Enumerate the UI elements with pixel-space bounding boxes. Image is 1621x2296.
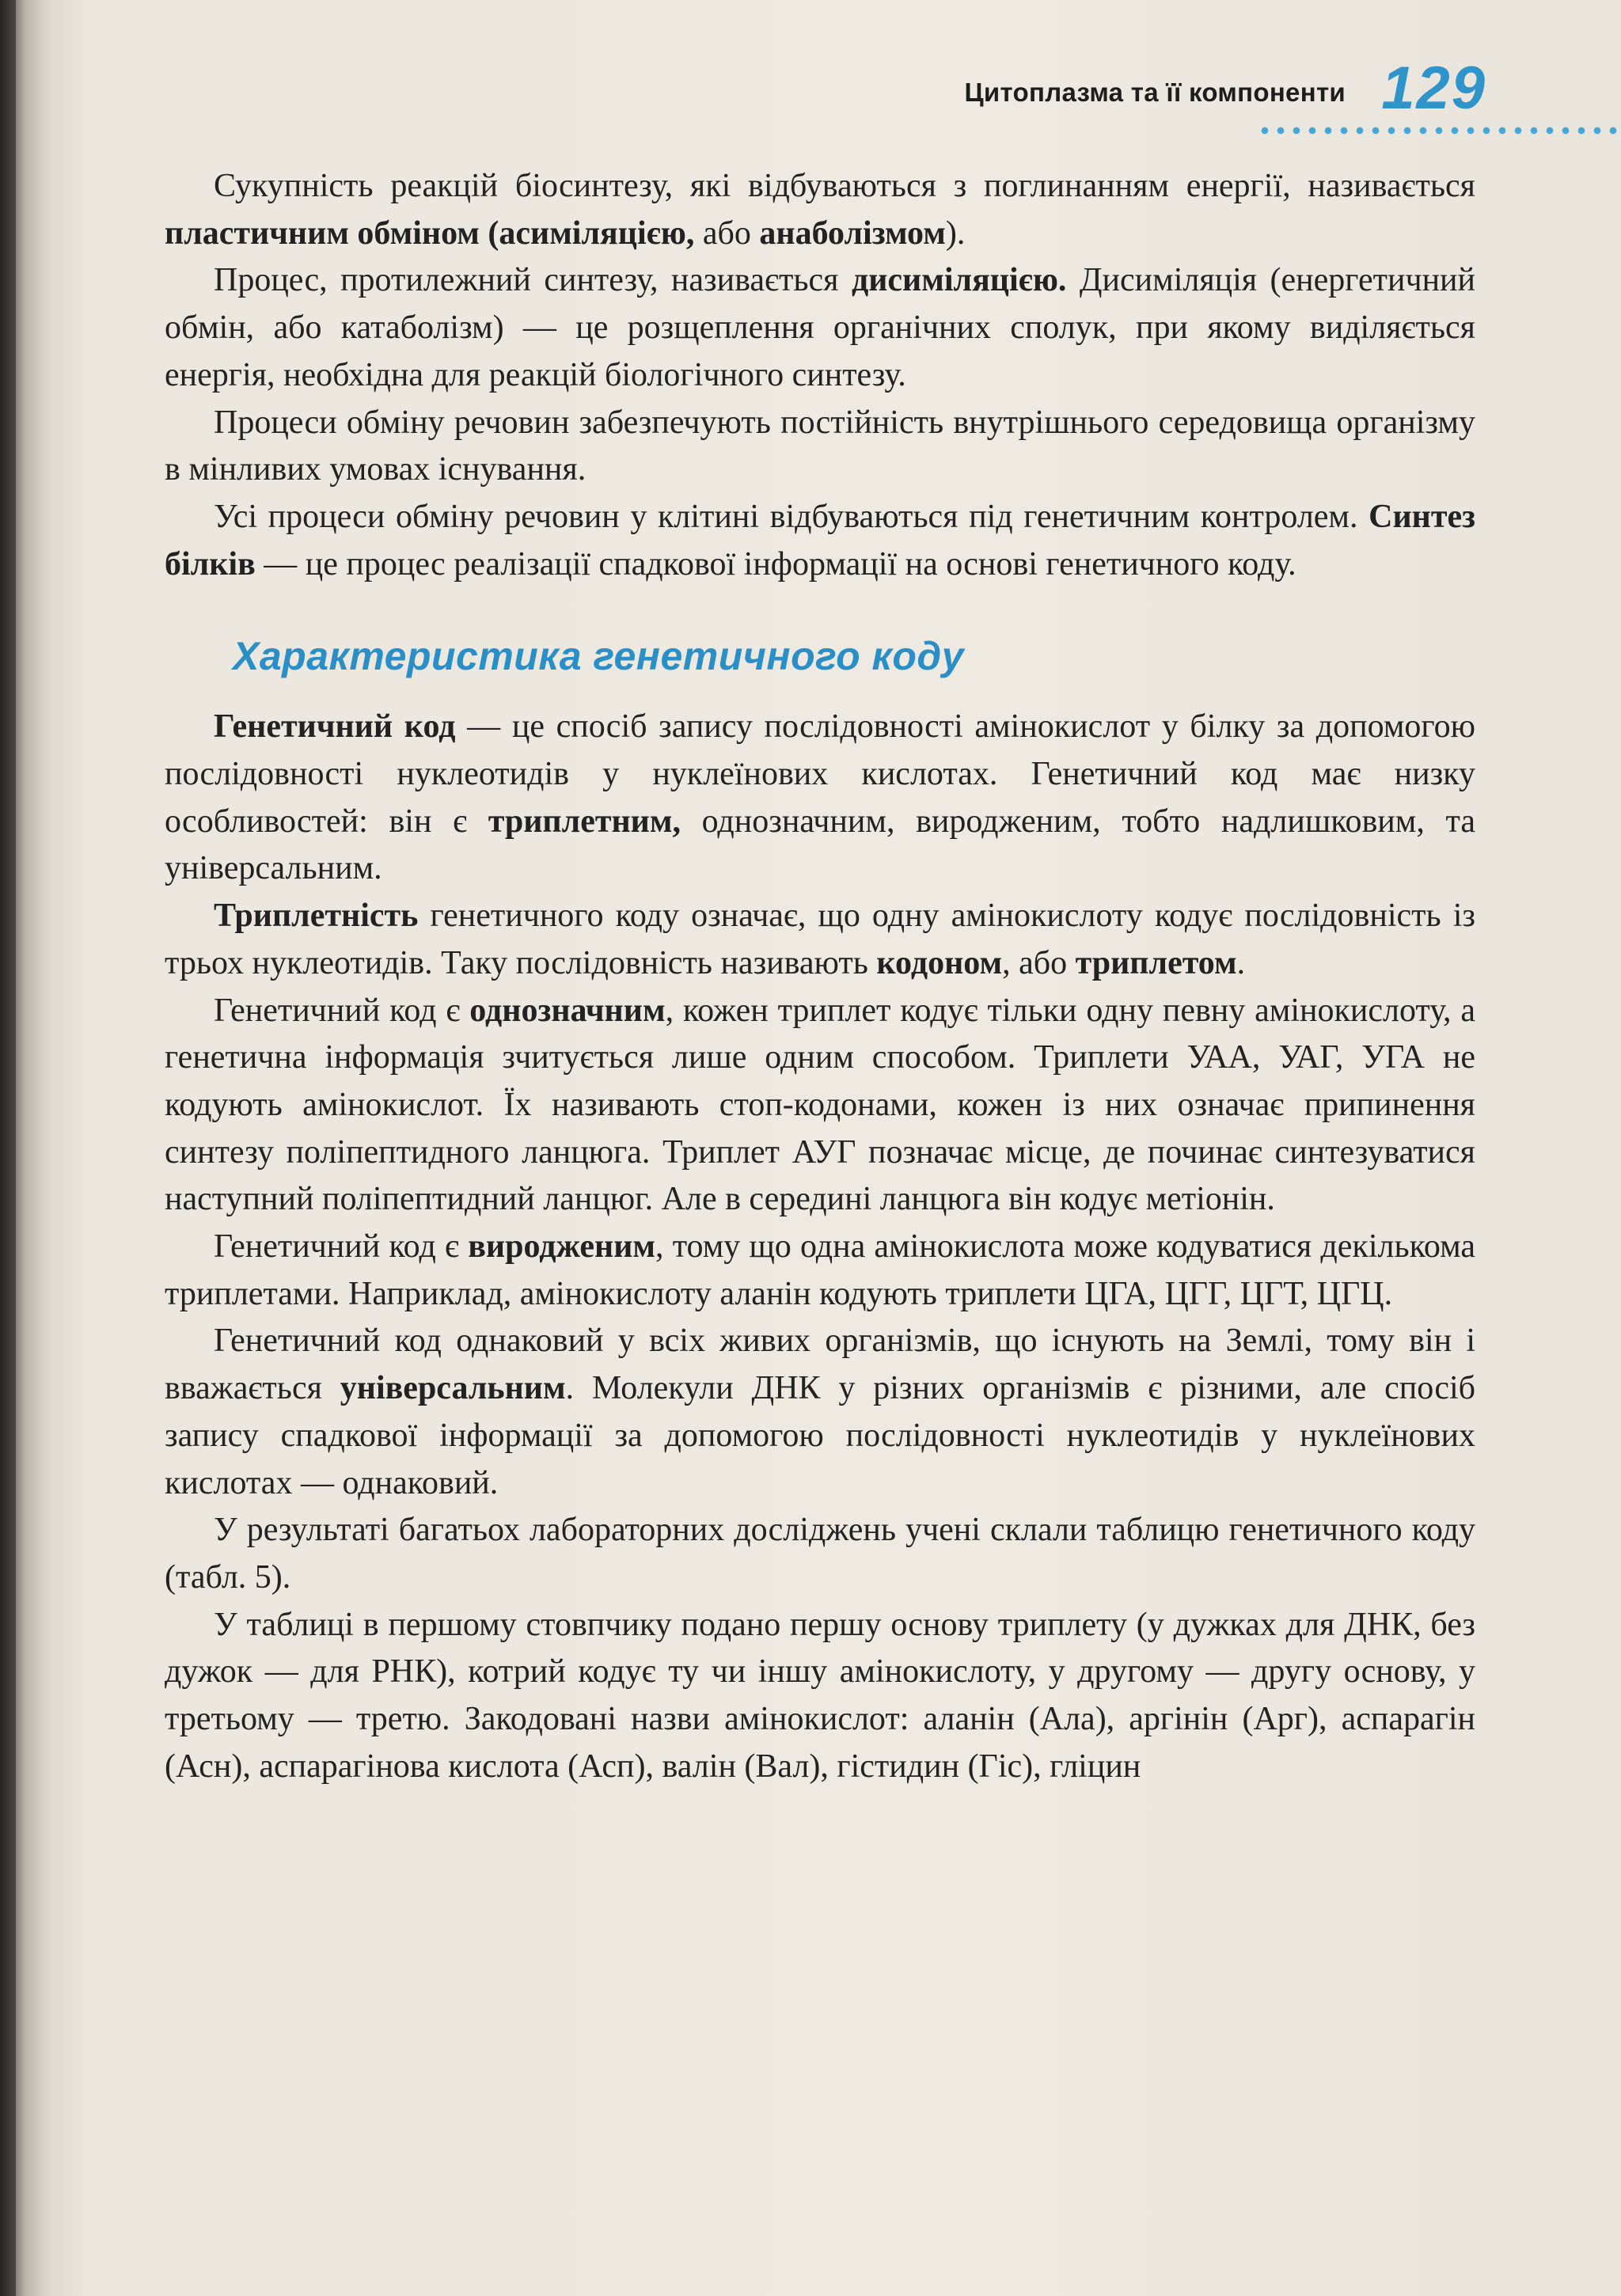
paragraph: Генетичний код однаковий у всіх живих організмів, що існують на Землі, тому він і вважається універсальним. Молекули ДНК у різних організмів є різними, але спосіб запису спадкової інформації за допомогою послідовності нуклеотидів у нуклеїнових кислотах — однаковий.	[165, 1323, 1475, 1501]
page-number: 129	[1381, 55, 1486, 122]
paragraph: Усі процеси обміну речовин у клітині відбуваються під генетичним контролем. Синтез білків — це процес реалізації спадкової інформації на основі генетичного коду.	[165, 498, 1475, 583]
bold-term: пластичним обміном (асиміляцією,	[165, 214, 695, 252]
book-spine-shadow	[0, 0, 16, 2296]
paragraph: Генетичний код є виродженим, тому що одна амінокислота може кодуватися декількома триплетами. Наприклад, амінокислоту аланін кодують триплети ЦГА, ЦГГ, ЦГТ, ЦГЦ.	[165, 1228, 1476, 1312]
bold-term: кодоном	[876, 944, 1003, 981]
section-heading: Характеристика генетичного коду	[233, 634, 965, 679]
bold-term: виродженим	[468, 1228, 656, 1266]
paragraph: Триплетність генетичного коду означає, що одну амінокислоту кодує послідовність із трьох нуклеотидів. Таку послідовність називають кодоном, або триплетом.	[165, 898, 1475, 981]
page-body	[165, 163, 1475, 1791]
paragraph: Сукупність реакцій біосинтезу, які відбуваються з поглинанням енергії, називається пластичним обміном (асиміляцією, або анаболізмом).	[165, 168, 1475, 252]
bold-term: універсальним	[340, 1370, 566, 1407]
paragraph: У таблиці в першому стовпчику подано першу основу триплету (у дужках для ДНК, без дужок — для РНК), котрий кодує ту чи іншу амінокислоту, у другому — другу основу, у третьому — третю. Закодовані назви амінокислот: аланін (Ала), аргінін (Арг), аспарагін (Асн), аспарагінова кислота (Асп), валін (Вал), гістидин (Гіс), гліцин	[165, 1606, 1475, 1785]
bold-term: триплетом	[1075, 944, 1237, 981]
paragraph: Генетичний код є однозначним, кожен триплет кодує тільки одну певну амінокислоту, а генетична інформація зчитується лише одним способом. Триплети УАА, УАГ, УГА не кодують амінокислот. Їх називають стоп-кодонами, кожен із них означає припинення синтезу поліпептидного ланцюга. Триплет АУГ позначає місце, де починає синтезуватися наступний поліпептидний ланцюг. Але в середині ланцюга він кодує метіонін.	[165, 992, 1476, 1218]
bold-term: анаболізмом	[759, 214, 946, 252]
bold-term: дисиміляцією.	[851, 262, 1067, 299]
bold-term: Синтез білків	[165, 498, 1475, 583]
paragraph: Процеси обміну речовин забезпечують постійність внутрішнього середовища організму в мінливих умовах існування.	[165, 404, 1475, 488]
paragraph: У результаті багатьох лабораторних досліджень учені склали таблицю генетичного коду (табл. 5).	[165, 1512, 1475, 1596]
bold-term: Генетичний код	[214, 708, 456, 746]
bold-term: однозначним	[469, 992, 666, 1029]
paragraph: Процес, протилежний синтезу, називається дисиміляцією. Дисиміляція (енергетичний обмін, або катаболізм) — це розщеплення органічних сполук, при якому виділяється енергія, необхідна для реакцій біологічного синтезу.	[165, 262, 1475, 393]
page-header	[0, 55, 1621, 149]
paragraph: Генетичний код — це спосіб запису послідовності амінокислот у білку за допомогою послідовності нуклеотидів у нуклеїнових кислотах. Генетичний код має низку особливостей: він є триплетним, однозначним, виродженим, тобто надлишковим, та універсальним.	[165, 708, 1475, 887]
running-title: Цитоплазма та її компоненти	[964, 78, 1346, 107]
bold-term: триплетним,	[488, 803, 681, 840]
bold-term: Триплетність	[214, 898, 419, 935]
dotted-rule	[1257, 125, 1621, 136]
